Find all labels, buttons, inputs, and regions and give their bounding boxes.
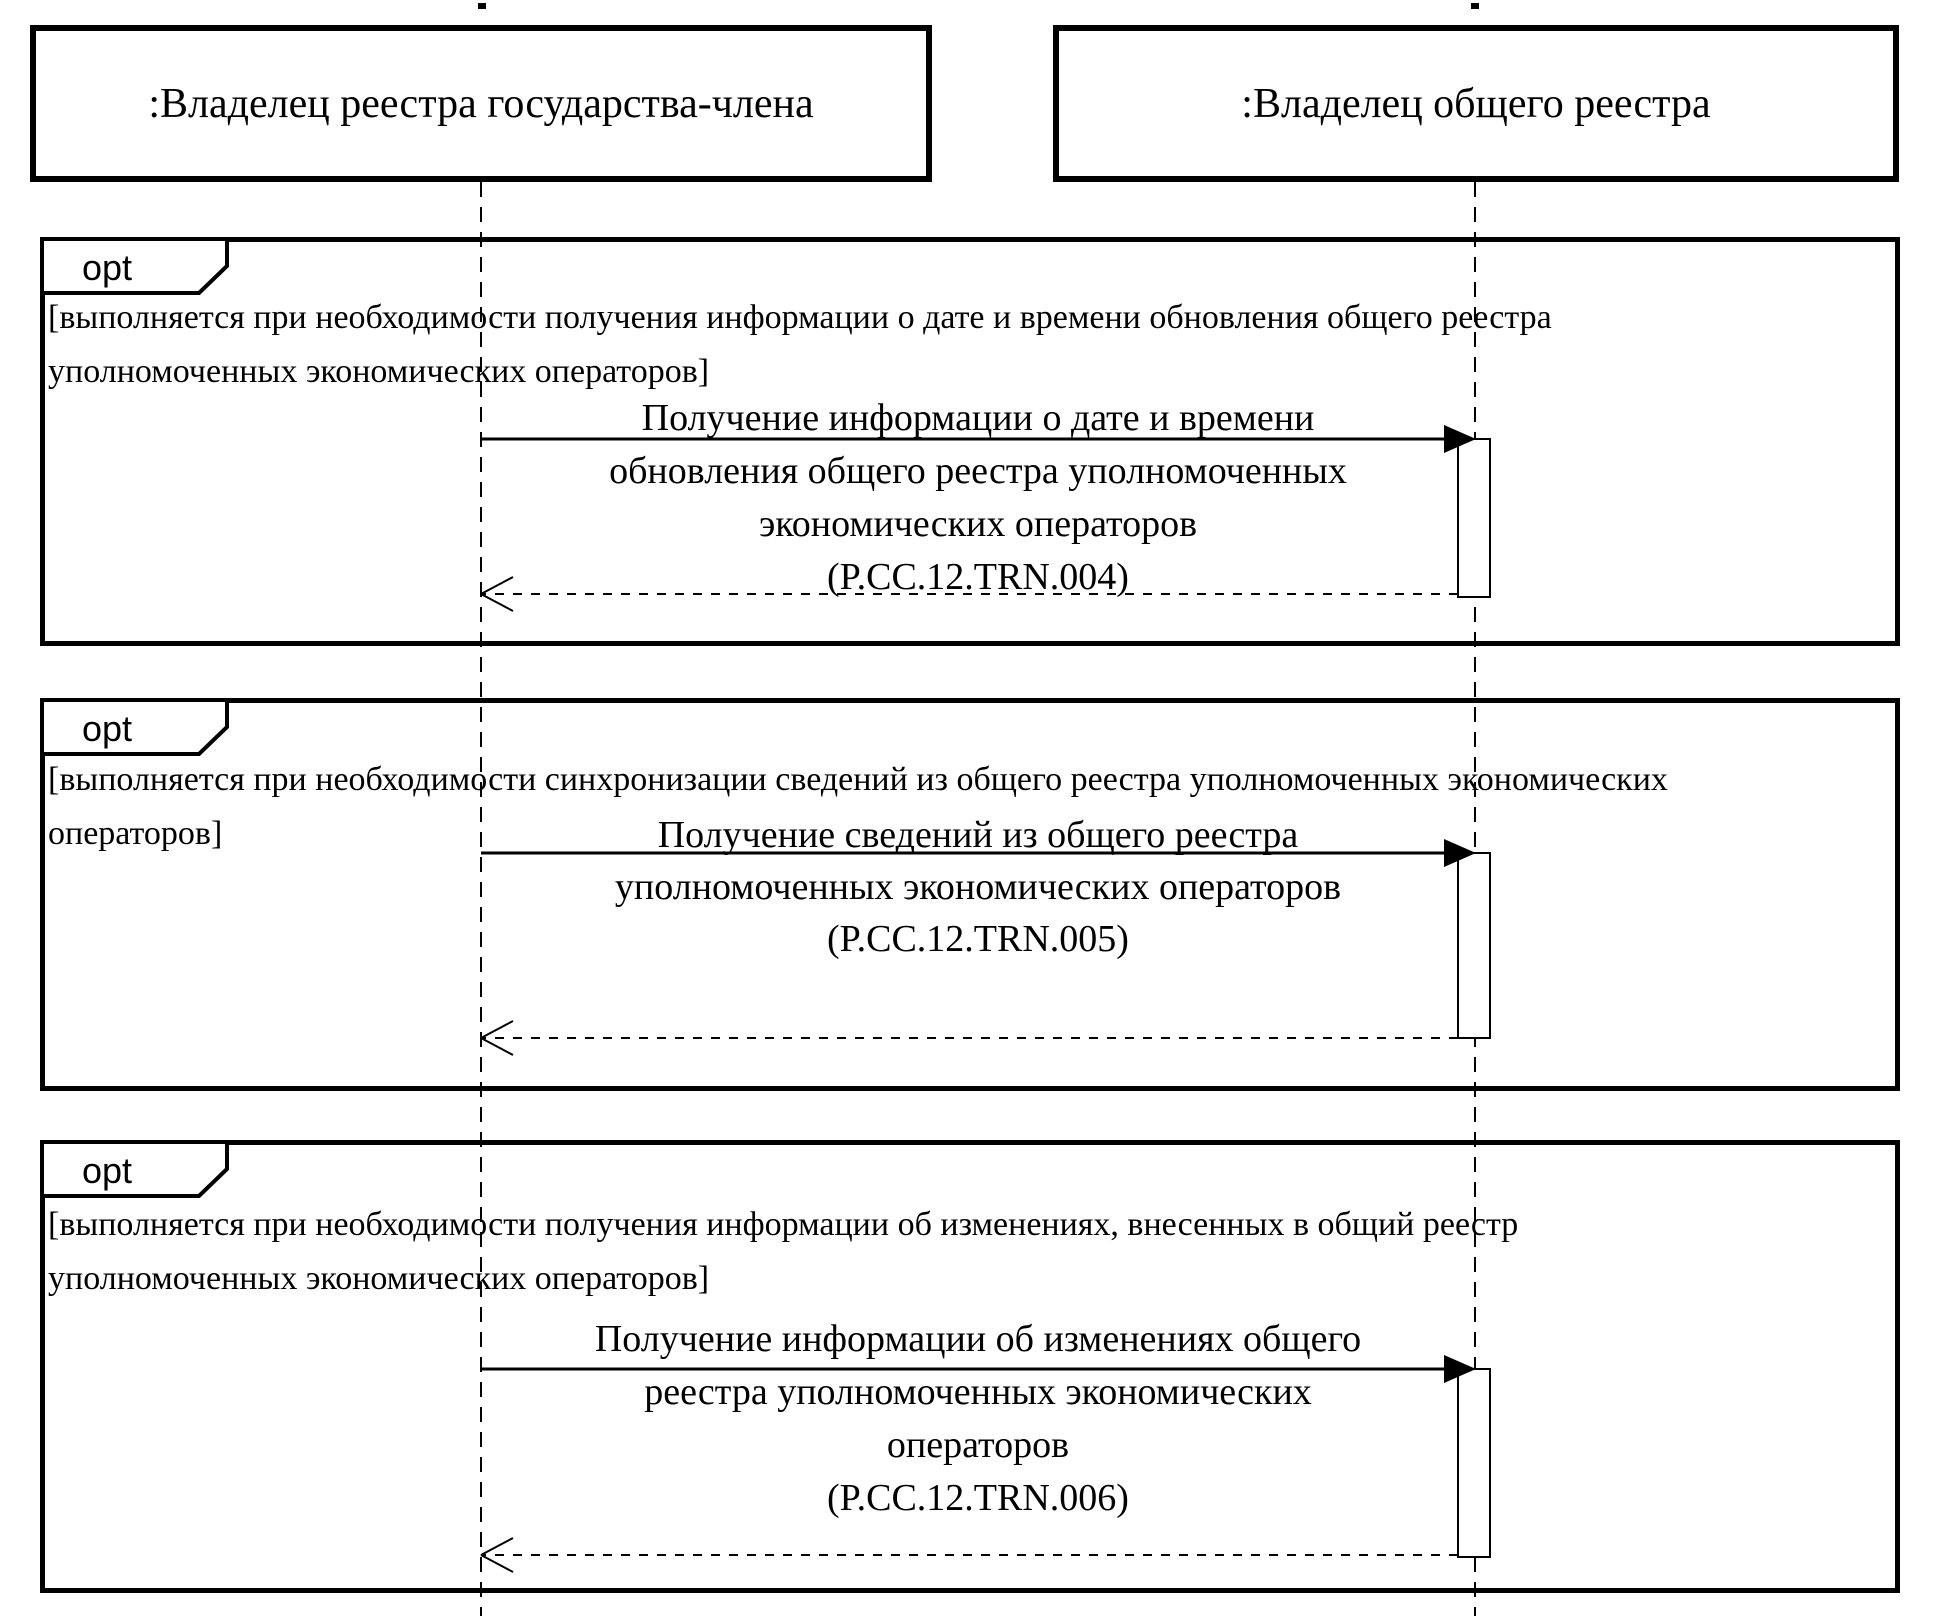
opt-fragment-3-operator: opt <box>82 1150 133 1191</box>
message-3-label <box>488 1313 1468 1525</box>
opt-fragment-1-operator: opt <box>82 247 133 288</box>
opt-fragment-1-guard <box>48 291 1552 399</box>
guard-line: уполномоченных экономических операторов] <box>48 353 710 390</box>
message-1-label <box>488 392 1468 604</box>
lifeline-top-tick-left <box>478 3 486 9</box>
participant-label: :Владелец реестра государства-члена <box>148 80 814 127</box>
guard-line: [выполняется при необходимости получения информации о дате и времени обновления общего реестра <box>48 299 1552 336</box>
message-line: Получение информации о дате и времени <box>641 397 1315 439</box>
message-line: Получение информации об изменениях общего <box>594 1318 1362 1360</box>
opt-fragment-2-tab <box>40 698 232 758</box>
message-line: уполномоченных экономических операторов <box>614 866 1342 908</box>
message-line: (P.CC.12.TRN.005) <box>827 918 1129 960</box>
guard-line: уполномоченных экономических операторов] <box>48 1260 710 1297</box>
message-line: (P.CC.12.TRN.006) <box>827 1477 1129 1519</box>
message-line: экономических операторов <box>758 503 1198 545</box>
opt-fragment-3-guard <box>48 1198 1518 1306</box>
participant-common-registry-owner <box>1053 25 1899 182</box>
guard-line: операторов] <box>48 815 223 852</box>
participant-member-state-registry-owner <box>30 25 932 182</box>
message-line: реестра уполномоченных экономических <box>644 1371 1312 1413</box>
opt-fragment-1-tab <box>40 237 232 297</box>
message-line: Получение сведений из общего реестра <box>657 814 1299 856</box>
message-line: обновления общего реестра уполномоченных <box>609 450 1347 492</box>
message-2-label <box>488 809 1468 965</box>
opt-fragment-2-operator: opt <box>82 708 133 749</box>
guard-line: [выполняется при необходимости получения информации об изменениях, внесенных в общий реестр <box>48 1206 1519 1243</box>
message-line: (P.CC.12.TRN.004) <box>827 556 1129 598</box>
guard-line: [выполняется при необходимости синхронизации сведений из общего реестра уполномоченных экономических <box>48 761 1668 798</box>
message-line: операторов <box>886 1424 1070 1466</box>
participant-label: :Владелец общего реестра <box>1241 80 1711 127</box>
opt-fragment-3-tab <box>40 1140 232 1200</box>
lifeline-top-tick-right <box>1471 3 1479 9</box>
